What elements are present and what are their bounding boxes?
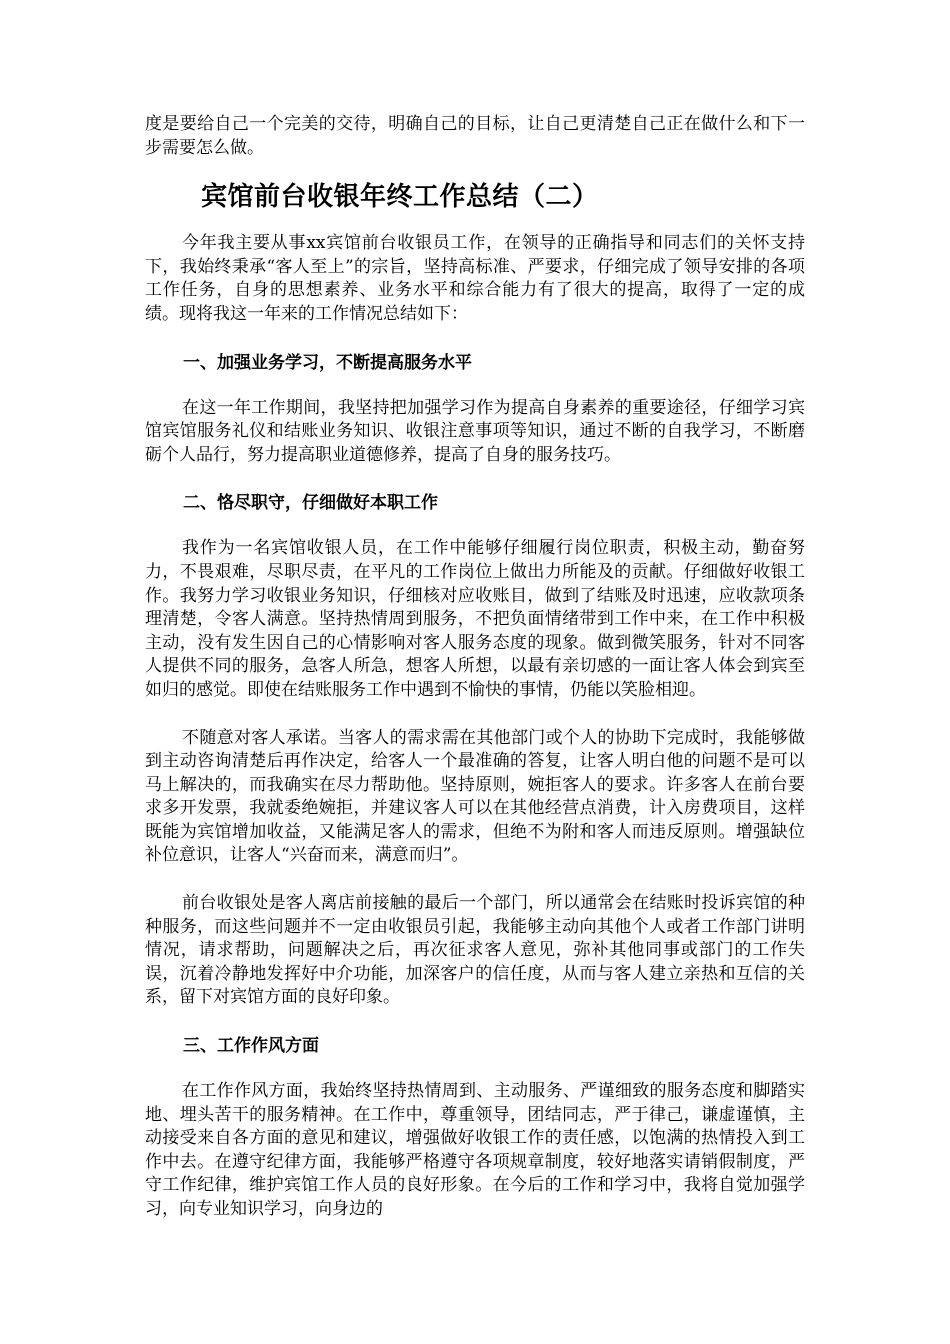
document-title: 宾馆前台收银年终工作总结（二）	[201, 182, 599, 213]
section-2-paragraph-3: 前台收银处是客人离店前接触的最后一个部门，所以通常会在结账时投诉宾馆的种种服务，而这些问题并不一定由收银员引起，我能够主动向其他个人或者工作部门讲明情况，请求帮助，问题解决之后，再次征求客人意见，弥补其他同事或部门的工作失误，沉着冷静地发挥好中介功能，加深客户的信任度，从而与客人建立亲热和互信的关系，留下对宾馆方面的良好印象。	[145, 893, 805, 1008]
document-page	[145, 113, 805, 1222]
section-2-heading: 二、恪尽职守，仔细做好本职工作	[183, 493, 438, 514]
section-3-paragraph-1: 在工作作风方面，我始终坚持热情周到、主动服务、严谨细致的服务态度和脚踏实地、埋头苦干的服务精神。在工作中，尊重领导，团结同志，严于律己，谦虚谨慎，主动接受来自各方面的意见和建议，增强做好收银工作的责任感，以饱满的热情投入到工作中去。在遵守纪律方面，我能够严格遵守各项规章制度，较好地落实请销假制度，严守工作纪律，维护宾馆工作人员的良好形象。在今后的工作和学习中，我将自觉加强学习，向专业知识学习，向身边的	[145, 1081, 805, 1219]
section-2-paragraph-1: 我作为一名宾馆收银人员，在工作中能够仔细履行岗位职责，积极主动，勤奋努力，不畏艰难，尽职尽责，在平凡的工作岗位上做出力所能及的贡献。仔细做好收银工作。我努力学习收银业务知识，仔细核对应收账目，做到了结账及时迅速，应收款项条理清楚，令客人满意。坚持热情周到服务，不把负面情绪带到工作中来，在工作中积极主动，没有发生因自己的心情影响对客人服务态度的现象。做到微笑服务，针对不同客人提供不同的服务，急客人所急，想客人所想，以最有亲切感的一面让客人体会到宾至如归的感觉。即使在结账服务工作中遇到不愉快的事情，仍能以笑脸相迎。	[145, 538, 805, 700]
intro-tail-paragraph: 度是要给自己一个完美的交待，明确自己的目标，让自己更清楚自己正在做什么和下一步需要怎么做。	[145, 114, 805, 158]
section-3-heading: 三、工作作风方面	[183, 1036, 319, 1057]
opening-paragraph: 今年我主要从事xx宾馆前台收银员工作，在领导的正确指导和同志们的关怀支持下，我始终秉承“客人至上”的宗旨，坚持高标准、严要求，仔细完成了领导安排的各项工作任务，自身的思想素养、业务水平和综合能力有了很大的提高，取得了一定的成绩。现将我这一年来的工作情况总结如下：	[145, 233, 805, 324]
section-1-paragraph-1: 在这一年工作期间，我坚持把加强学习作为提高自身素养的重要途径，仔细学习宾馆宾馆服务礼仪和结账业务知识、收银注意事项等知识，通过不断的自我学习，不断磨砺个人品行，努力提高职业道德修养，提高了自身的服务技巧。	[145, 397, 805, 465]
section-2-paragraph-2: 不随意对客人承诺。当客人的需求需在其他部门或个人的协助下完成时，我能够做到主动咨询清楚后再作决定，给客人一个最准确的答复，让客人明白他的问题不是可以马上解决的，而我确实在尽力帮助他。坚持原则，婉拒客人的要求。许多客人在前台要求多开发票，我就委绝婉拒，并建议客人可以在其他经营点消费，计入房费项目，这样既能为宾馆增加收益，又能满足客人的需求，但绝不为附和客人而违反原则。增强缺位补位意识，让客人“兴奋而来，满意而归”。	[145, 727, 805, 866]
section-1-heading: 一、加强业务学习，不断提高服务水平	[183, 352, 472, 373]
